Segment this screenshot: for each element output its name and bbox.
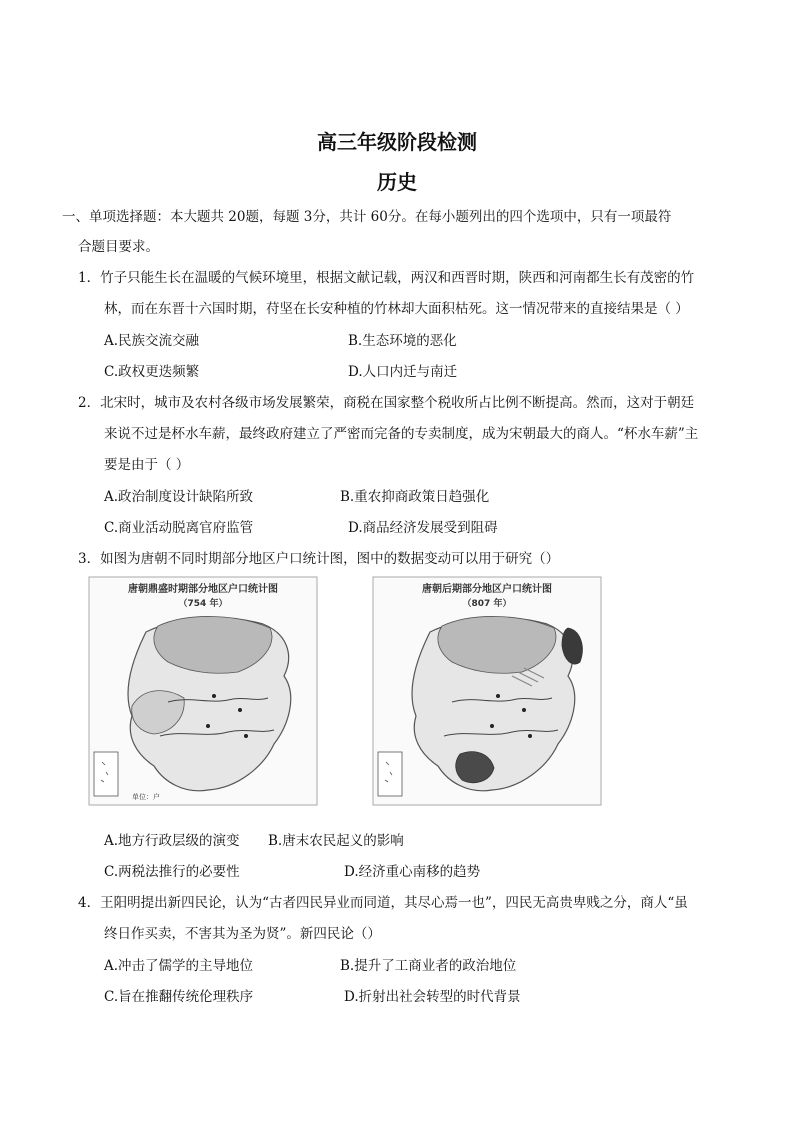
- q2-option-c: C.商业活动脱离官府监管: [104, 520, 254, 536]
- map-right-year: （807 年）: [462, 599, 512, 609]
- q4-option-b: B.提升了工商业者的政治地位: [340, 958, 517, 974]
- q1-option-a: A.民族交流交融: [104, 333, 200, 349]
- q2-stem-line3: 要是由于（ ）: [104, 457, 190, 473]
- section-instructions-line2: 合题目要求。: [78, 239, 159, 255]
- q2-option-b: B.重农抑商政策日趋强化: [340, 489, 490, 505]
- subject-title: 历史: [377, 170, 417, 194]
- map-tang-754-figure: [88, 576, 318, 806]
- q1-option-b: B.生态环境的恶化: [348, 333, 457, 349]
- q1-stem-line1: 1．竹子只能生长在温暖的气候环境里，根据文献记载，两汉和西晋时期，陕西和河南都生长有茂密的竹: [78, 270, 695, 286]
- map-tang-807: [372, 576, 602, 806]
- q2-option-d: D.商品经济发展受到阻碍: [348, 520, 498, 536]
- map-left-year: （754 年）: [178, 599, 228, 609]
- map-tang-754: [88, 576, 318, 806]
- exam-title: 高三年级阶段检测: [317, 130, 477, 154]
- map-left-title: 唐朝鼎盛时期部分地区户口统计图: [128, 584, 278, 595]
- q3-option-d: D.经济重心南移的趋势: [344, 864, 481, 880]
- map-right-title: 唐朝后期部分地区户口统计图: [422, 584, 552, 595]
- q1-stem-line2: 林，而在东晋十六国时期，苻坚在长安种植的竹林却大面积枯死。这一情况带来的直接结果是（ ）: [104, 301, 689, 317]
- map-left-unit: 单位：户: [132, 793, 160, 801]
- q3-option-a: A.地方行政层级的演变: [104, 833, 240, 849]
- section-instructions-line1: 一、单项选择题：本大题共 20题，每题 3分，共计 60分。在每小题列出的四个选项中，只有一项最符: [62, 209, 672, 225]
- q2-stem-line1: 2．北宋时，城市及农村各级市场发展繁荣，商税在国家整个税收所占比例不断提高。然而，这对于朝廷: [78, 395, 695, 411]
- q4-option-a: A.冲击了儒学的主导地位: [104, 958, 254, 974]
- q2-stem-line2: 来说不过是杯水车薪，最终政府建立了严密而完备的专卖制度，成为宋朝最大的商人。“杯水车薪”主: [104, 426, 699, 442]
- q2-option-a: A.政治制度设计缺陷所致: [104, 489, 254, 505]
- q1-option-c: C.政权更迭频繁: [104, 364, 200, 380]
- map-tang-807-figure: [372, 576, 602, 806]
- q3-stem-line1: 3．如图为唐朝不同时期部分地区户口统计图，图中的数据变动可以用于研究（）: [78, 551, 560, 567]
- q3-option-b: B.唐末农民起义的影响: [268, 833, 404, 849]
- q4-option-c: C.旨在推翻传统伦理秩序: [104, 989, 254, 1005]
- q4-stem-line1: 4．王阳明提出新四民论，认为“古者四民异业而同道，其尽心焉一也”，四民无高贵卑贱之分，商人“虽: [78, 895, 688, 911]
- q1-option-d: D.人口内迁与南迁: [348, 364, 458, 380]
- q4-stem-line2: 终日作买卖，不害其为圣为贤”。新四民论（）: [104, 926, 381, 942]
- q3-option-c: C.两税法推行的必要性: [104, 864, 240, 880]
- q4-option-d: D.折射出社会转型的时代背景: [344, 989, 521, 1005]
